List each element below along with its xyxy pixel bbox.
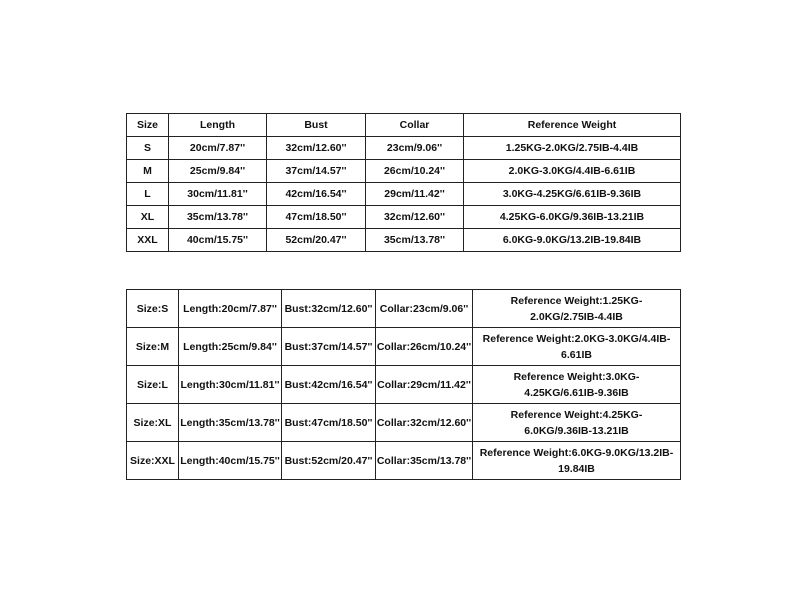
cell-weight: Reference Weight:3.0KG-4.25KG/6.61IB-9.36IB (473, 366, 681, 404)
cell-size: L (127, 183, 169, 206)
cell-collar: 32cm/12.60'' (366, 206, 464, 229)
cell-length: Length:25cm/9.84'' (179, 328, 282, 366)
table-row (127, 229, 681, 252)
table-row (127, 328, 681, 366)
cell-collar: 26cm/10.24'' (366, 160, 464, 183)
table-header-row (127, 114, 681, 137)
cell-weight: Reference Weight:2.0KG-3.0KG/4.4IB-6.61IB (473, 328, 681, 366)
header-size: Size (127, 114, 169, 137)
cell-size: Size:S (127, 290, 179, 328)
cell-weight: Reference Weight:1.25KG-2.0KG/2.75IB-4.4IB (473, 290, 681, 328)
table-row (127, 137, 681, 160)
cell-length: Length:40cm/15.75'' (179, 442, 282, 480)
table-row (127, 404, 681, 442)
cell-collar: 35cm/13.78'' (366, 229, 464, 252)
cell-length: Length:20cm/7.87'' (179, 290, 282, 328)
cell-length: 35cm/13.78'' (169, 206, 267, 229)
cell-size: M (127, 160, 169, 183)
header-bust: Bust (267, 114, 366, 137)
cell-length: 30cm/11.81'' (169, 183, 267, 206)
size-chart-table (126, 113, 681, 252)
cell-size: S (127, 137, 169, 160)
cell-bust: Bust:47cm/18.50'' (282, 404, 376, 442)
cell-size: Size:XXL (127, 442, 179, 480)
cell-length: Length:30cm/11.81'' (179, 366, 282, 404)
cell-weight: Reference Weight:4.25KG-6.0KG/9.36IB-13.21IB (473, 404, 681, 442)
table-row (127, 206, 681, 229)
cell-weight: 4.25KG-6.0KG/9.36IB-13.21IB (464, 206, 681, 229)
table-row (127, 366, 681, 404)
cell-bust: 52cm/20.47'' (267, 229, 366, 252)
cell-size: Size:XL (127, 404, 179, 442)
cell-collar: Collar:23cm/9.06'' (376, 290, 473, 328)
size-chart-table-labeled (126, 289, 681, 480)
cell-size: XXL (127, 229, 169, 252)
header-collar: Collar (366, 114, 464, 137)
table-row (127, 183, 681, 206)
cell-weight: 2.0KG-3.0KG/4.4IB-6.61IB (464, 160, 681, 183)
cell-weight: 3.0KG-4.25KG/6.61IB-9.36IB (464, 183, 681, 206)
cell-bust: 37cm/14.57'' (267, 160, 366, 183)
cell-length: 20cm/7.87'' (169, 137, 267, 160)
cell-bust: Bust:42cm/16.54'' (282, 366, 376, 404)
cell-weight: Reference Weight:6.0KG-9.0KG/13.2IB-19.84IB (473, 442, 681, 480)
cell-collar: 29cm/11.42'' (366, 183, 464, 206)
header-length: Length (169, 114, 267, 137)
cell-size: Size:L (127, 366, 179, 404)
cell-length: 40cm/15.75'' (169, 229, 267, 252)
cell-collar: 23cm/9.06'' (366, 137, 464, 160)
cell-size: XL (127, 206, 169, 229)
table-row (127, 290, 681, 328)
cell-collar: Collar:29cm/11.42'' (376, 366, 473, 404)
cell-bust: 42cm/16.54'' (267, 183, 366, 206)
cell-bust: Bust:37cm/14.57'' (282, 328, 376, 366)
cell-size: Size:M (127, 328, 179, 366)
cell-bust: 47cm/18.50'' (267, 206, 366, 229)
cell-bust: 32cm/12.60'' (267, 137, 366, 160)
header-reference-weight: Reference Weight (464, 114, 681, 137)
table-row (127, 160, 681, 183)
cell-bust: Bust:32cm/12.60'' (282, 290, 376, 328)
table-row (127, 442, 681, 480)
cell-weight: 1.25KG-2.0KG/2.75IB-4.4IB (464, 137, 681, 160)
cell-collar: Collar:26cm/10.24'' (376, 328, 473, 366)
cell-bust: Bust:52cm/20.47'' (282, 442, 376, 480)
cell-collar: Collar:35cm/13.78'' (376, 442, 473, 480)
cell-weight: 6.0KG-9.0KG/13.2IB-19.84IB (464, 229, 681, 252)
cell-length: Length:35cm/13.78'' (179, 404, 282, 442)
cell-length: 25cm/9.84'' (169, 160, 267, 183)
cell-collar: Collar:32cm/12.60'' (376, 404, 473, 442)
